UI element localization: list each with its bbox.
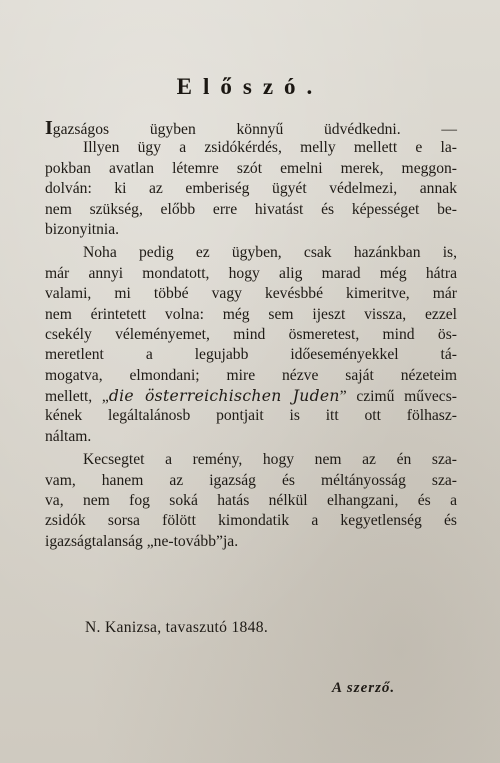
text-line: dolván: ki az emberiség ügyét védelmezi, annak <box>45 180 457 198</box>
text-line: Igazságos ügyben könnyű üdvédkedni. — <box>45 117 457 139</box>
text-line: nem szükség, előbb erre hivatást és képességet be- <box>45 200 457 218</box>
text-line: náltam. <box>45 427 92 445</box>
text-line: Illyen ügy a zsidókérdés, melly mellett e la- <box>83 139 457 157</box>
text-line: va, nem fog soká hatás nélkül elhangzani, és a <box>45 492 457 510</box>
text-line: mellett, „die österreichischen Juden” czimű művecs- <box>45 387 457 406</box>
place-date: N. Kanizsa, tavaszutó 1848. <box>85 619 269 636</box>
text-line: vam, hanem az igazság és méltányosság sza- <box>45 471 457 489</box>
text-line: mogatva, elmondani; mire nézve saját nézeteim <box>45 366 457 384</box>
text-line: kének legáltalánosb pontjait is itt ott fölhasz- <box>45 407 457 425</box>
text-line: zsidók sorsa fölött kimondatik a kegyetlenség és <box>45 512 457 530</box>
text-line: csekély véleményemet, mind ösmeretest, mind ös- <box>45 325 457 343</box>
text-line: valami, mi többé vagy kevésbbé kimeritve, már <box>45 285 457 303</box>
text-line: Kecsegtet a remény, hogy nem az én sza- <box>83 451 457 469</box>
signature: A szerző. <box>332 680 396 696</box>
text-line: nem érintetett volna: még sem ijeszt vissza, ezzel <box>45 305 457 323</box>
text-line: már annyi mondatott, hogy alig marad még hátra <box>45 264 457 282</box>
text-line: Noha pedig ez ügyben, csak hazánkban is, <box>83 244 457 262</box>
fraktur-title: die österreichischen Juden <box>108 387 340 406</box>
text-line: pokban avatlan létemre szót emelni merek, meggon- <box>45 159 457 177</box>
text-line: meretlent a legujabb időeseményekkel tá- <box>45 346 457 364</box>
preface-body <box>45 118 457 552</box>
text-line: igazságtalanság „ne-tovább”ja. <box>45 532 239 550</box>
drop-cap: I <box>45 117 53 139</box>
text-line: bizonyitnia. <box>45 220 120 238</box>
page-title: Előszó. <box>176 74 324 99</box>
